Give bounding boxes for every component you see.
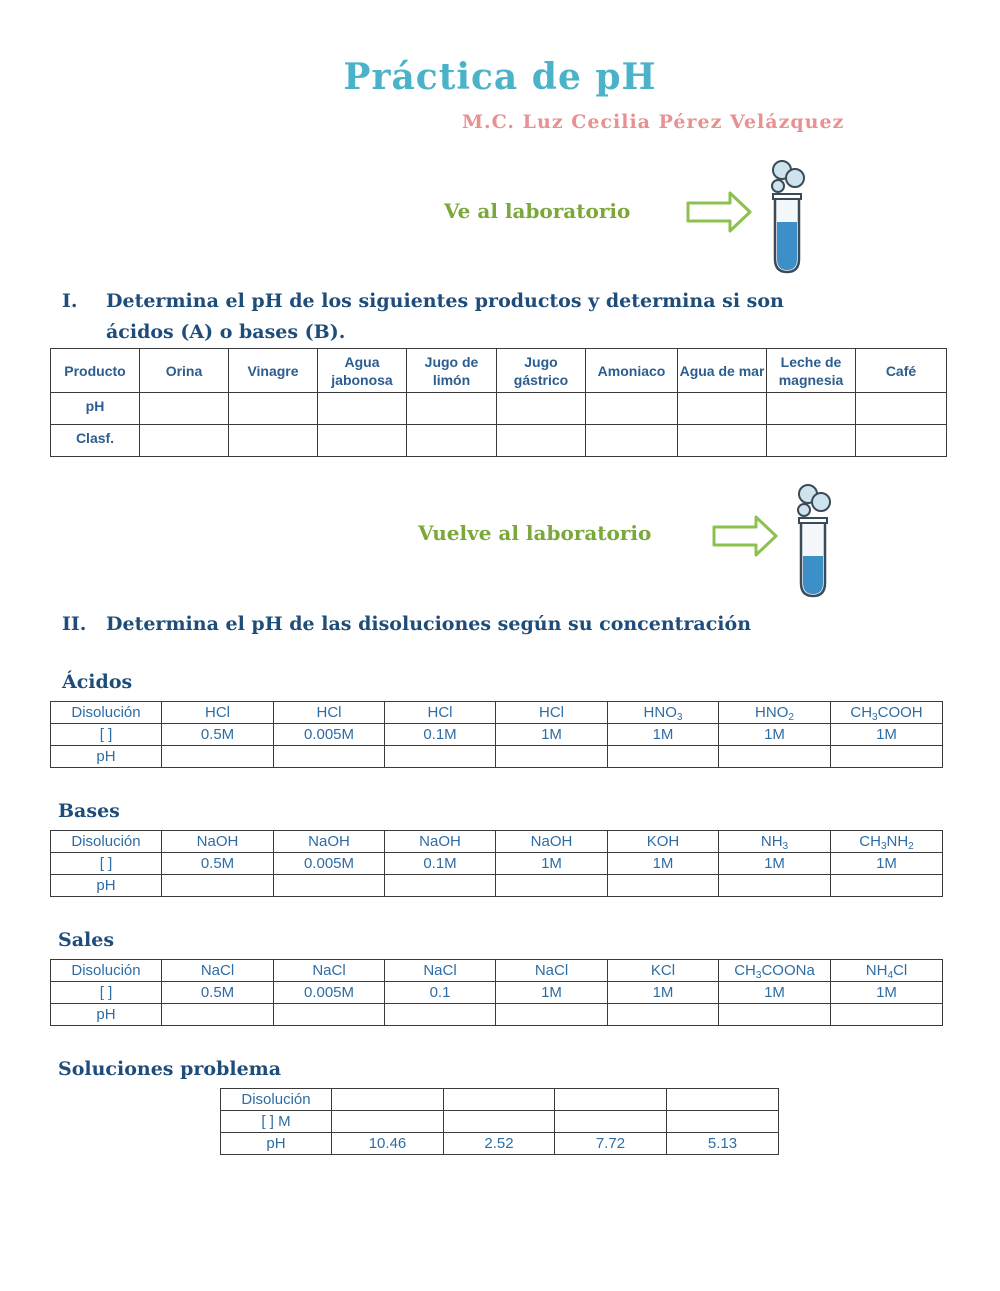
- ph-value: 2.52: [444, 1133, 555, 1155]
- problema-table: [220, 1088, 779, 1155]
- answer-cell[interactable]: [385, 746, 496, 768]
- answer-cell[interactable]: [719, 746, 831, 768]
- row-label: Disolución: [221, 1089, 332, 1111]
- formula-part: HCl: [539, 704, 564, 721]
- concentration-cell: 1M: [496, 853, 608, 875]
- products-ph-row: [51, 393, 947, 425]
- concentration-cell: 0.005M: [274, 724, 385, 746]
- formula-part: NH: [760, 833, 783, 850]
- answer-cell[interactable]: [140, 393, 229, 425]
- section-2-text: Determina el pH de las disoluciones según su concentración: [106, 613, 752, 635]
- answer-cell[interactable]: [555, 1089, 667, 1111]
- solute-formula: [162, 960, 274, 982]
- ph-value: 7.72: [555, 1133, 667, 1155]
- column-header: Agua jabonosa: [318, 349, 407, 393]
- solute-formula: [496, 702, 608, 724]
- concentration-cell: 1M: [608, 853, 719, 875]
- formula-subscript: 3: [872, 712, 878, 723]
- answer-cell[interactable]: [274, 875, 385, 897]
- formula-part: HNO: [755, 704, 789, 721]
- sales-disolucion-row: [51, 960, 943, 982]
- row-label: [ ]: [51, 982, 162, 1004]
- row-label: [ ] M: [221, 1111, 332, 1133]
- acidos-table: [50, 701, 943, 768]
- formula-part: HCl: [205, 704, 230, 721]
- row-label: [ ]: [51, 724, 162, 746]
- solute-formula: [496, 831, 608, 853]
- formula-subscript: 2: [788, 712, 794, 723]
- ph-value: 10.46: [332, 1133, 444, 1155]
- solute-formula: [274, 831, 385, 853]
- concentration-cell: 0.1M: [385, 724, 496, 746]
- problema-disolucion-row: [221, 1089, 779, 1111]
- answer-cell[interactable]: [496, 1004, 608, 1026]
- concentration-cell: 1M: [608, 724, 719, 746]
- column-header: Orina: [140, 349, 229, 393]
- solute-formula: [385, 831, 496, 853]
- answer-cell[interactable]: [497, 393, 586, 425]
- ph-value: 5.13: [667, 1133, 779, 1155]
- answer-cell[interactable]: [444, 1089, 555, 1111]
- acidos-disolucion-row: [51, 702, 943, 724]
- section-2-heading: [62, 609, 962, 640]
- answer-cell[interactable]: [229, 393, 318, 425]
- solute-formula: [162, 831, 274, 853]
- sales-conc-row: [51, 982, 943, 1004]
- answer-cell[interactable]: [586, 393, 678, 425]
- solute-formula: [719, 960, 831, 982]
- answer-cell[interactable]: [496, 875, 608, 897]
- answer-cell[interactable]: [274, 1004, 385, 1026]
- formula-part: NaOH: [308, 833, 350, 850]
- answer-cell[interactable]: [767, 425, 856, 457]
- column-header: Café: [856, 349, 947, 393]
- solute-formula: [719, 831, 831, 853]
- answer-cell[interactable]: [856, 393, 947, 425]
- solute-formula: [831, 702, 943, 724]
- formula-part: NaCl: [534, 962, 569, 979]
- answer-cell[interactable]: [678, 393, 767, 425]
- solute-formula: [608, 702, 719, 724]
- test-tube-icon[interactable]: [764, 156, 810, 276]
- answer-cell[interactable]: [162, 875, 274, 897]
- solute-formula: [162, 702, 274, 724]
- formula-part: HCl: [427, 704, 453, 721]
- answer-cell[interactable]: [678, 425, 767, 457]
- answer-cell[interactable]: [496, 746, 608, 768]
- formula-part: Cl: [893, 962, 908, 979]
- concentration-cell: 1M: [719, 853, 831, 875]
- answer-cell[interactable]: [407, 425, 497, 457]
- formula-part: NaCl: [200, 962, 235, 979]
- formula-part: NaOH: [196, 833, 239, 850]
- concentration-cell: 0.5M: [162, 724, 274, 746]
- problema-ph-row: [221, 1133, 779, 1155]
- acidos-title: Ácidos: [62, 671, 133, 693]
- answer-cell[interactable]: [407, 393, 497, 425]
- row-label: Clasf.: [51, 425, 140, 457]
- answer-cell[interactable]: [608, 746, 719, 768]
- formula-part: NaOH: [530, 833, 573, 850]
- answer-cell[interactable]: [444, 1111, 555, 1133]
- formula-part: KCl: [650, 962, 676, 979]
- concentration-cell: 0.5M: [162, 853, 274, 875]
- solute-formula: [719, 702, 831, 724]
- answer-cell[interactable]: [274, 746, 385, 768]
- section-1-line-1: Determina el pH de los siguientes productos y determina si son: [106, 290, 784, 312]
- acidos-conc-row: [51, 724, 943, 746]
- concentration-cell: 0.1: [385, 982, 496, 1004]
- products-header-row: [51, 349, 947, 393]
- solute-formula: [608, 960, 719, 982]
- answer-cell[interactable]: [385, 1004, 496, 1026]
- answer-cell[interactable]: [719, 875, 831, 897]
- formula-subscript: 3: [782, 841, 789, 852]
- bases-disolucion-row: [51, 831, 943, 853]
- solute-formula: [274, 702, 385, 724]
- concentration-cell: 1M: [831, 982, 943, 1004]
- section-1-line-2: ácidos (A) o bases (B).: [106, 321, 346, 343]
- solute-formula: [385, 702, 496, 724]
- lab-prompt-2: Vuelve al laboratorio: [418, 521, 652, 545]
- answer-cell[interactable]: [767, 393, 856, 425]
- answer-cell[interactable]: [497, 425, 586, 457]
- answer-cell[interactable]: [229, 425, 318, 457]
- row-label: Disolución: [51, 960, 162, 982]
- answer-cell[interactable]: [831, 746, 943, 768]
- concentration-cell: 0.005M: [274, 982, 385, 1004]
- bases-conc-row: [51, 853, 943, 875]
- problema-conc-row: [221, 1111, 779, 1133]
- column-header: Jugo de limón: [407, 349, 497, 393]
- bases-title: Bases: [58, 800, 120, 822]
- concentration-cell: 0.5M: [162, 982, 274, 1004]
- formula-subscript: 3: [755, 970, 762, 981]
- row-label: pH: [51, 393, 140, 425]
- concentration-cell: 1M: [496, 982, 608, 1004]
- formula-subscript: 2: [908, 841, 914, 852]
- concentration-cell: 1M: [608, 982, 719, 1004]
- row-label: pH: [51, 1004, 162, 1026]
- row-label: pH: [51, 875, 162, 897]
- formula-part: CH: [859, 833, 881, 850]
- answer-cell[interactable]: [608, 875, 719, 897]
- sales-table: [50, 959, 943, 1026]
- formula-part: COOH: [877, 704, 923, 721]
- sales-ph-row: [51, 1004, 943, 1026]
- arrow-right-icon: [712, 514, 780, 558]
- solute-formula: [496, 960, 608, 982]
- answer-cell[interactable]: [385, 875, 496, 897]
- formula-part: KOH: [646, 833, 680, 850]
- acidos-ph-row: [51, 746, 943, 768]
- column-header-producto: Producto: [51, 349, 140, 393]
- answer-cell[interactable]: [318, 393, 407, 425]
- answer-cell[interactable]: [140, 425, 229, 457]
- formula-part: CH: [734, 962, 756, 979]
- lab-prompt-1: Ve al laboratorio: [444, 199, 631, 223]
- formula-part: NH: [886, 833, 909, 850]
- concentration-cell: 1M: [831, 724, 943, 746]
- column-header: Amoniaco: [586, 349, 678, 393]
- answer-cell[interactable]: [332, 1111, 444, 1133]
- formula-part: HCl: [316, 704, 342, 721]
- answer-cell[interactable]: [555, 1111, 667, 1133]
- answer-cell[interactable]: [162, 1004, 274, 1026]
- bases-table: [50, 830, 943, 897]
- formula-part: NaCl: [312, 962, 346, 979]
- solute-formula: [831, 831, 943, 853]
- concentration-cell: 0.005M: [274, 853, 385, 875]
- column-header: Vinagre: [229, 349, 318, 393]
- column-header: Agua de mar: [678, 349, 767, 393]
- column-header: Jugo gástrico: [497, 349, 586, 393]
- formula-part: CH: [850, 704, 873, 721]
- sales-title: Sales: [58, 929, 115, 951]
- solute-formula: [274, 960, 385, 982]
- section-2-number: II.: [62, 613, 87, 635]
- page-title: Práctica de pH: [343, 56, 657, 98]
- answer-cell[interactable]: [856, 425, 947, 457]
- answer-cell[interactable]: [831, 875, 943, 897]
- answer-cell[interactable]: [162, 746, 274, 768]
- formula-subscript: 4: [887, 970, 894, 981]
- section-1-number: I.: [62, 290, 78, 312]
- problema-title: Soluciones problema: [58, 1058, 282, 1080]
- formula-part: NaCl: [423, 962, 457, 979]
- solute-formula: [608, 831, 719, 853]
- products-table: [50, 348, 947, 457]
- arrow-right-icon: [686, 190, 754, 234]
- formula-subscript: 3: [880, 841, 887, 852]
- formula-part: NaOH: [419, 833, 461, 850]
- answer-cell[interactable]: [719, 1004, 831, 1026]
- concentration-cell: 1M: [719, 982, 831, 1004]
- test-tube-icon[interactable]: [790, 480, 836, 600]
- answer-cell[interactable]: [586, 425, 678, 457]
- column-header: Leche de magnesia: [767, 349, 856, 393]
- row-label: Disolución: [51, 702, 162, 724]
- section-1-heading: [62, 286, 962, 348]
- formula-part: HNO: [643, 704, 677, 721]
- row-label: Disolución: [51, 831, 162, 853]
- formula-part: NH: [865, 962, 888, 979]
- concentration-cell: 1M: [719, 724, 831, 746]
- answer-cell[interactable]: [608, 1004, 719, 1026]
- answer-cell[interactable]: [667, 1111, 779, 1133]
- author-name: M.C. Luz Cecilia Pérez Velázquez: [462, 111, 845, 133]
- formula-subscript: 3: [676, 712, 683, 723]
- answer-cell[interactable]: [667, 1089, 779, 1111]
- answer-cell[interactable]: [318, 425, 407, 457]
- concentration-cell: 1M: [831, 853, 943, 875]
- row-label: pH: [221, 1133, 332, 1155]
- formula-part: COONa: [761, 962, 815, 979]
- bases-ph-row: [51, 875, 943, 897]
- concentration-cell: 1M: [496, 724, 608, 746]
- answer-cell[interactable]: [332, 1089, 444, 1111]
- concentration-cell: 0.1M: [385, 853, 496, 875]
- products-clasf-row: [51, 425, 947, 457]
- answer-cell[interactable]: [831, 1004, 943, 1026]
- row-label: [ ]: [51, 853, 162, 875]
- solute-formula: [385, 960, 496, 982]
- solute-formula: [831, 960, 943, 982]
- row-label: pH: [51, 746, 162, 768]
